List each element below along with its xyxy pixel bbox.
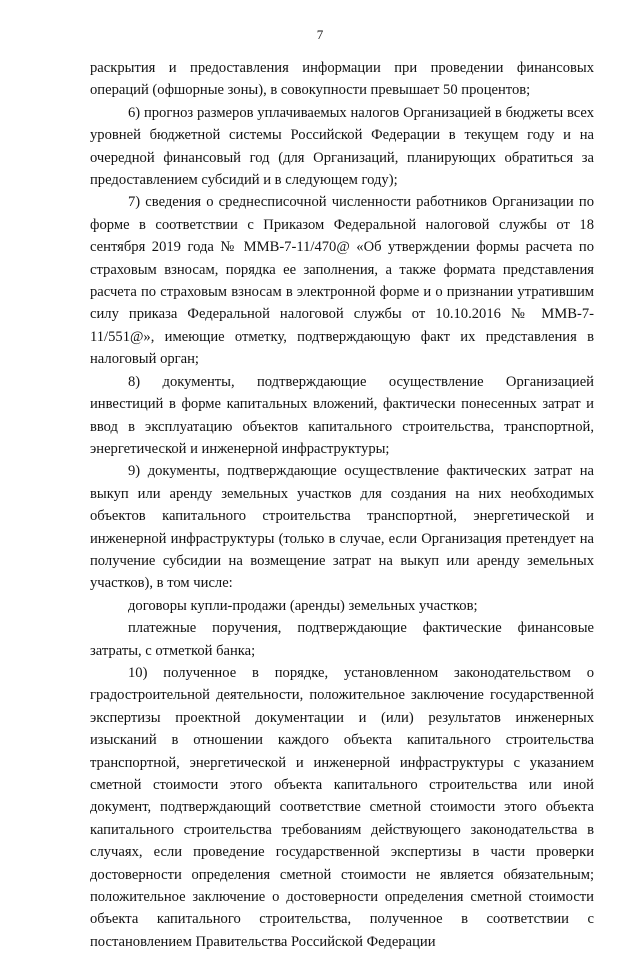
page-number: 7 (316, 27, 324, 42)
paragraph-subitem-contracts: договоры купли-продажи (аренды) земельных участков; (128, 597, 478, 614)
paragraph-item-10: 10) полученное в порядке, установленном законодательством о градостроительной деятельности, положительное заключение государственной экспертизы проектной документации и (или) результатов инженерных изысканий в отношении каждого объекта капитального строительства транспортной, энергетической и инженерной инфраструктуры с указанием сметной стоимости этого объекта капитального строительства или иной документ, подтверждающий соответствие сметной стоимости этого объекта капитального строительства требованиям действующего законодательства в случаях, если проведение государственной экспертизы в части проверки достоверности определения сметной стоимости не является обязательным; положительное заключение о достоверности определения сметной стоимости объекта капитального строительства, полученное в соответствии с постановлением Правительства Российской Федерации (90, 664, 594, 950)
paragraph-item-8: 8) документы, подтверждающие осуществление Организацией инвестиций в форме капитальных вложений, фактически понесенных затрат и ввод в эксплуатацию объектов капитального строительства, транспортной, энергетической и инженерной инфраструктуры; (90, 373, 594, 457)
paragraph-continuation: раскрытия и предоставления информации при проведении финансовых операций (офшорные зоны), в совокупности превышает 50 процентов; (90, 60, 594, 99)
document-body (90, 57, 594, 953)
paragraph-subitem-payments: платежные поручения, подтверждающие фактические финансовые затраты, с отметкой банка; (90, 620, 594, 659)
paragraph-item-6: 6) прогноз размеров уплачиваемых налогов Организацией в бюджеты всех уровней бюджетной системы Российской Федерации в текущем году и на очередной финансовый год (для Организаций, планирующих обратиться за предоставлением субсидий и в следующем году); (90, 104, 594, 189)
paragraph-item-7: 7) сведения о среднесписочной численности работников Организации по форме в соответствии с Приказом Федеральной налоговой службы от 18 сентября 2019 года № ММВ-7-11/470@ «Об утверждении формы расчета по страховым взносам, порядка ее заполнения, а также формата представления расчета по страховым взносам в электронной форме и о признании утратившим силу приказа Федеральной налоговой службы от 10.10.2016 № ММВ-7-11/551@», имеющие отметку, подтверждающую факт их представления в налоговый орган; (90, 194, 594, 368)
paragraph-item-9: 9) документы, подтверждающие осуществление фактических затрат на выкуп или аренду земельных участков для создания на них необходимых объектов капитального строительства транспортной, энергетической и инженерной инфраструктуры (только в случае, если Организация претендует на получение субсидии на возмещение затрат на выкуп или аренду земельных участков), в том числе: (90, 463, 594, 592)
